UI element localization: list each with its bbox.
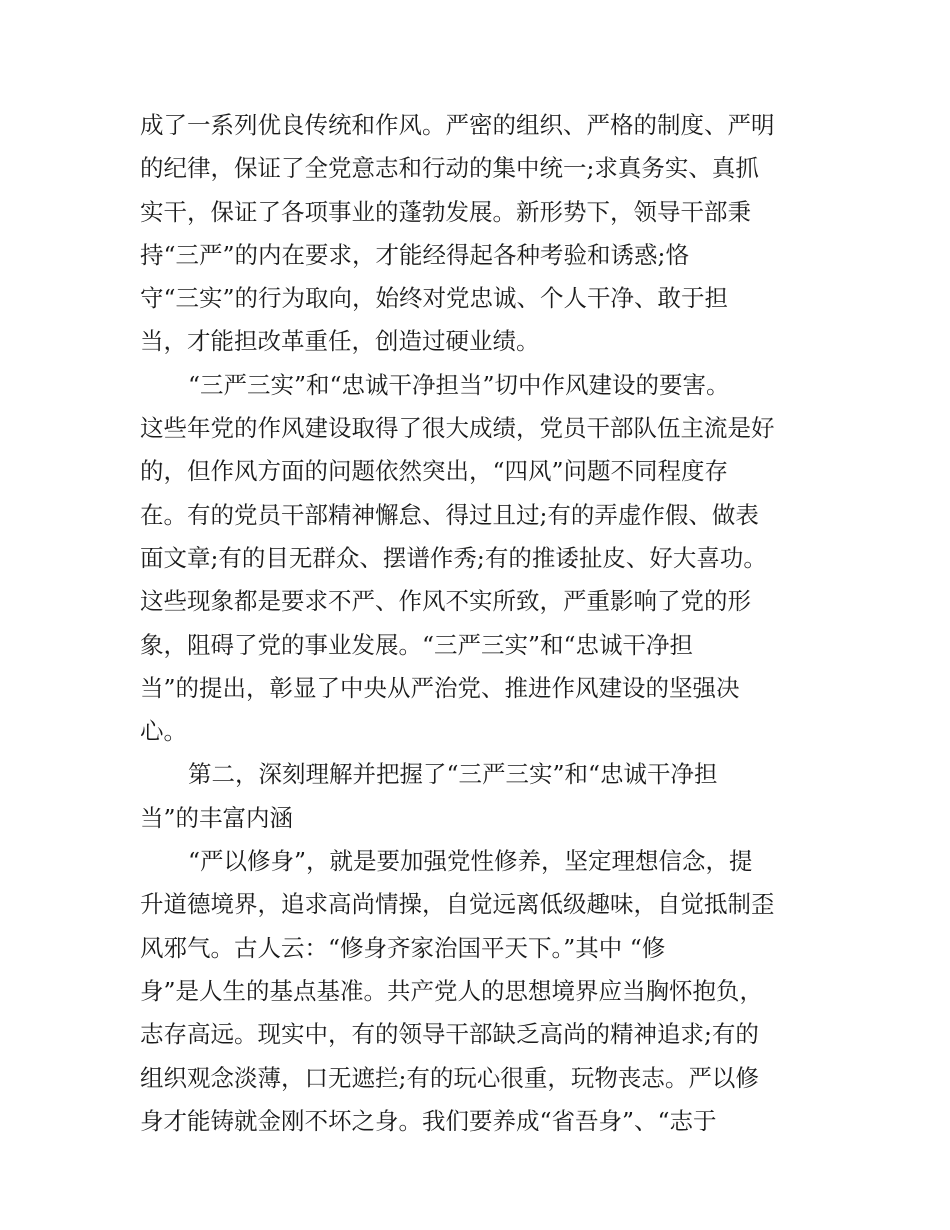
text-line: 当”的提出，彰显了中央从严治党、推进作风建设的坚强决	[140, 673, 740, 702]
text-line: 这些年党的作风建设取得了很大成绩，党员干部队伍主流是好	[140, 414, 775, 443]
paragraph-start-line: “严以修身”，就是要加强党性修养，坚定理想信念，提	[188, 847, 753, 876]
text-line: 风邪气。古人云：“修身齐家治国平天下。”其中 “修	[140, 933, 666, 962]
text-line: 持“三严”的内在要求，才能经得起各种考验和诱惑;恪	[140, 240, 689, 269]
text-line: 的纪律，保证了全党意志和行动的集中统一;求真务实、真抓	[140, 154, 759, 183]
text-line: 心。	[140, 717, 187, 746]
text-line: 身”是人生的基点基准。共产党人的思想境界应当胸怀抱负，	[140, 976, 764, 1005]
text-line: 这些现象都是要求不严、作风不实所致，严重影响了党的形	[140, 587, 751, 616]
text-line: 实干，保证了各项事业的蓬勃发展。新形势下，领导干部秉	[140, 197, 751, 226]
text-line: 守“三实”的行为取向，始终对党忠诚、个人干净、敢于担	[140, 284, 729, 313]
text-line: 的，但作风方面的问题依然突出，“四风”问题不同程度存	[140, 457, 729, 486]
text-line: 象，阻碍了党的事业发展。“三严三实”和“忠诚干净担	[140, 630, 694, 659]
text-line: 当，才能担改革重任，创造过硬业绩。	[140, 327, 540, 356]
section-heading-line: 当”的丰富内涵	[140, 803, 294, 832]
text-line: 志存高远。现实中，有的领导干部缺乏高尚的精神追求;有的	[140, 1020, 759, 1049]
text-line: 面文章;有的目无群众、摆谱作秀;有的推诿扯皮、好大喜功。	[140, 543, 767, 572]
body-text	[140, 104, 820, 1143]
paragraph-start-line: “三严三实”和“忠诚干净担当”切中作风建设的要害。	[188, 370, 730, 399]
text-line: 在。有的党员干部精神懈怠、得过且过;有的弄虚作假、做表	[140, 500, 759, 529]
text-line: 成了一系列优良传统和作风。严密的组织、严格的制度、严明	[140, 111, 775, 139]
text-line: 升道德境界，追求高尚情操，自觉远离低级趣味，自觉抵制歪	[140, 890, 775, 919]
text-line: 身才能铸就金刚不坏之身。我们要养成“省吾身”、“志于	[140, 1106, 717, 1135]
text-line: 组织观念淡薄，口无遮拦;有的玩心很重，玩物丧志。严以修	[140, 1063, 759, 1092]
section-heading-line: 第二，深刻理解并把握了“三严三实”和“忠诚干净担	[188, 760, 718, 789]
